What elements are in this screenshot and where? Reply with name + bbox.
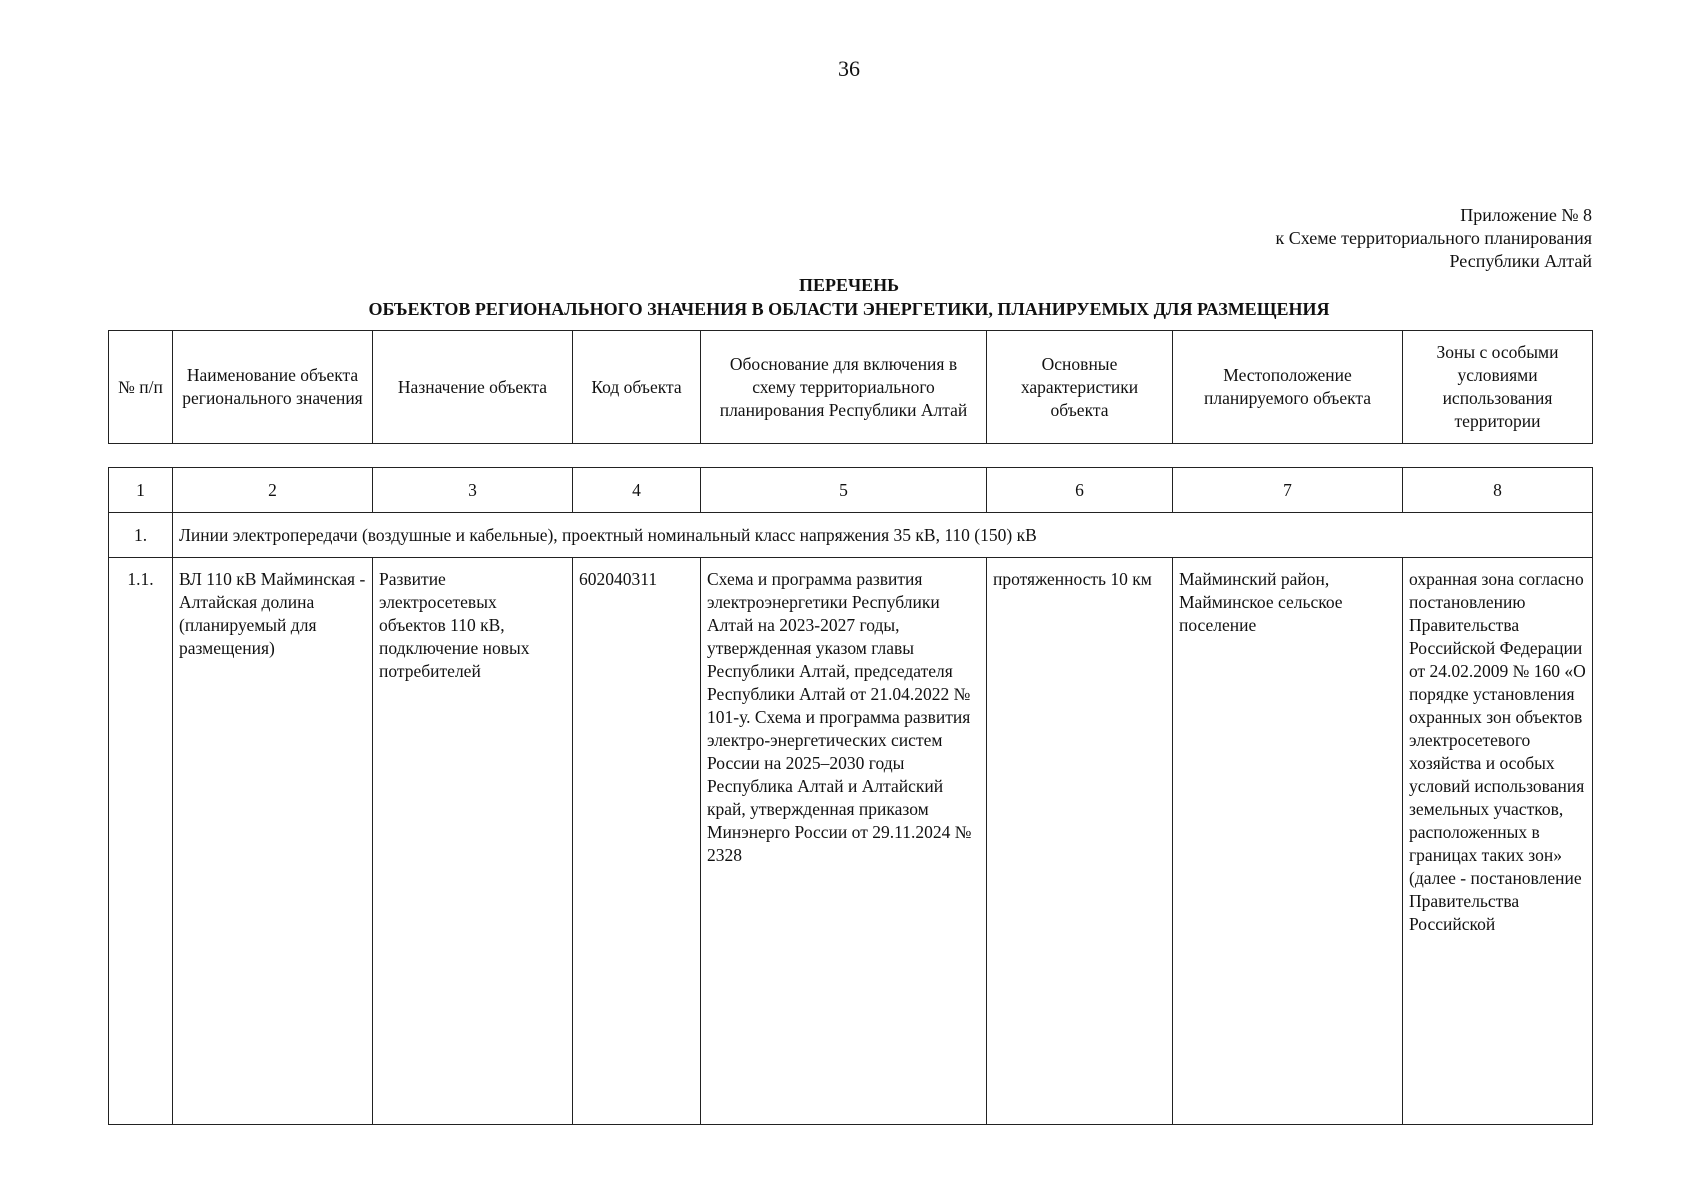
header-justification: Обоснование для включения в схему территориального планирования Республики Алтай: [701, 331, 987, 444]
header-purpose: Назначение объекта: [373, 331, 573, 444]
column-number: 1: [109, 468, 173, 513]
column-number: 5: [701, 468, 987, 513]
column-number: 4: [573, 468, 701, 513]
section-title: Линии электропередачи (воздушные и кабельные), проектный номинальный класс напряжения 35 кВ, 110 (150) кВ: [173, 513, 1593, 558]
title-line-2: ОБЪЕКТОВ РЕГИОНАЛЬНОГО ЗНАЧЕНИЯ В ОБЛАСТИ ЭНЕРГЕТИКИ, ПЛАНИРУЕМЫХ ДЛЯ РАЗМЕЩЕНИЯ: [368, 299, 1330, 319]
header-zones: Зоны с особыми условиями использования территории: [1403, 331, 1593, 444]
header-code: Код объекта: [573, 331, 701, 444]
table-body: [108, 467, 1593, 1125]
appendix-line-1: Приложение № 8: [1460, 205, 1592, 225]
header-row: [109, 331, 1593, 444]
page-number: 36: [838, 56, 860, 81]
appendix-line-2: к Схеме территориального планирования: [1275, 228, 1592, 248]
document-title: [0, 273, 1698, 321]
table-row: [109, 558, 1593, 1125]
object-justification: Схема и программа развития электроэнергетики Республики Алтай на 2023-2027 годы, утвержденная указом главы Республики Алтай, председателя Республики Алтай от 21.04.2022 № 101-у. Схема и программа развития электро-энергетических систем России на 2025–2030 годы Республика Алтай и Алтайский край, утвержденная приказом Минэнерго России от 29.11.2024 № 2328: [701, 558, 987, 1125]
column-number-row: [109, 468, 1593, 513]
header-location: Местоположение планируемого объекта: [1173, 331, 1403, 444]
header-characteristics: Основные характеристики объекта: [987, 331, 1173, 444]
table-header: [108, 330, 1593, 444]
row-number: 1.1.: [109, 558, 173, 1125]
title-line-1: ПЕРЕЧЕНЬ: [798, 275, 900, 295]
header-number: № п/п: [109, 331, 173, 444]
object-characteristics: протяженность 10 км: [987, 558, 1173, 1125]
appendix-line-3: Республики Алтай: [1449, 251, 1592, 271]
column-number: 7: [1173, 468, 1403, 513]
appendix-note: [1276, 204, 1593, 273]
object-zones: охранная зона согласно постановлению Правительства Российской Федерации от 24.02.2009 № 160 «О порядке установления охранных зон объектов электросетевого хозяйства и особых условий использования земельных участков, расположенных в границах таких зон» (далее - постановление Правительства Российской: [1403, 558, 1593, 1125]
column-number: 6: [987, 468, 1173, 513]
object-purpose: Развитие электросетевых объектов 110 кВ, подключение новых потребителей: [373, 558, 573, 1125]
object-location: Майминский район, Майминское сельское поселение: [1173, 558, 1403, 1125]
object-name: ВЛ 110 кВ Майминская - Алтайская долина (планируемый для размещения): [173, 558, 373, 1125]
column-number: 3: [373, 468, 573, 513]
column-number: 2: [173, 468, 373, 513]
column-number: 8: [1403, 468, 1593, 513]
object-code: 602040311: [573, 558, 701, 1125]
section-row: [109, 513, 1593, 558]
header-name: Наименование объекта регионального значения: [173, 331, 373, 444]
section-number: 1.: [109, 513, 173, 558]
